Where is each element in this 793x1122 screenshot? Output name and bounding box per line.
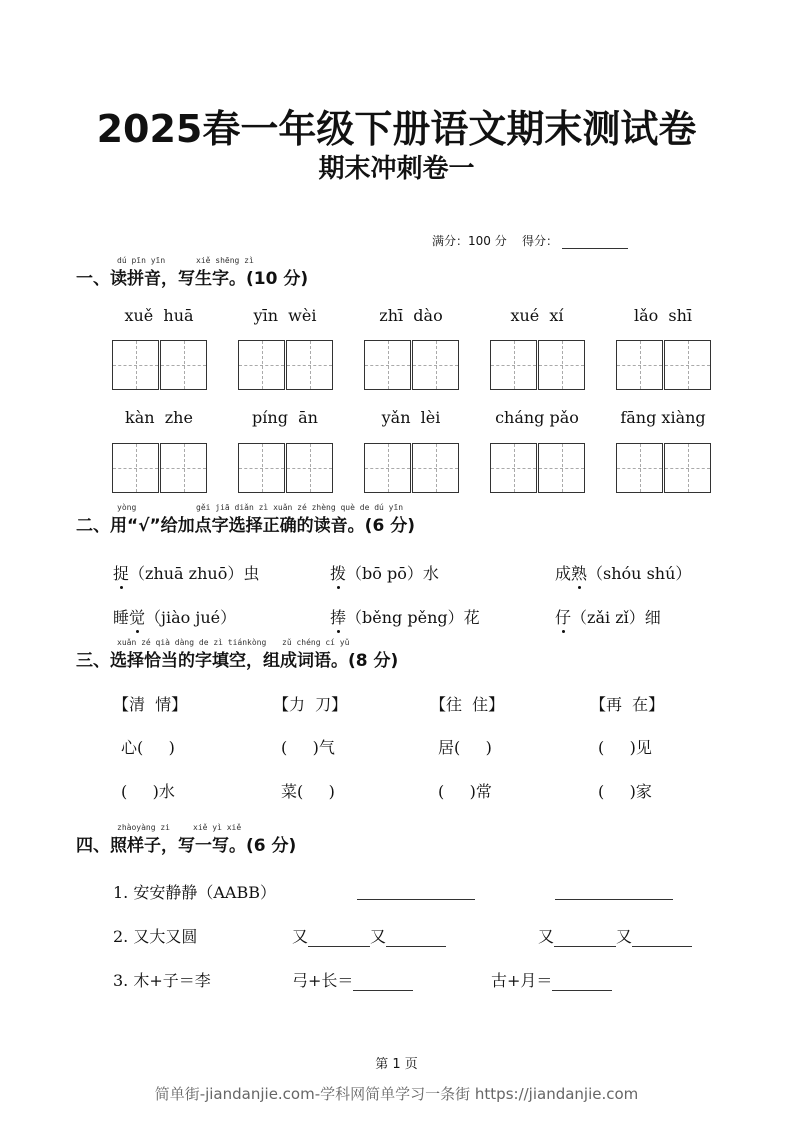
char-combine xyxy=(491,968,612,991)
score-line xyxy=(432,232,628,249)
reading-choice[interactable] xyxy=(330,605,480,628)
combine-label: 弓+长＝ xyxy=(292,971,354,990)
tian-grid-box[interactable] xyxy=(490,340,537,390)
combine-label: 古+月＝ xyxy=(491,971,553,990)
writing-grid[interactable] xyxy=(364,340,460,390)
pinyin-prompt: xuě huā xyxy=(124,306,194,325)
pinyin-prompt: kàn zhe xyxy=(125,408,193,427)
page-title: 2025春一年级下册语文期末测试卷 xyxy=(96,107,697,151)
ruby: zhàoyàng zi xyxy=(117,823,170,832)
tian-grid-box[interactable] xyxy=(490,443,537,493)
tian-grid-box[interactable] xyxy=(286,340,333,390)
tian-grid-box[interactable] xyxy=(238,340,285,390)
reading-choice[interactable] xyxy=(555,561,691,584)
question-1: 1. 安安静静（AABB） xyxy=(113,883,276,902)
tian-grid-box[interactable] xyxy=(538,443,585,493)
pinyin-options: （zǎi zǐ）细 xyxy=(571,608,661,627)
dotted-char: 捧 xyxy=(330,608,347,627)
writing-grid[interactable] xyxy=(490,443,586,493)
full-score: 满分：100 分 xyxy=(432,234,507,248)
section-4-heading: 四、照样子，写一写。(6 分) xyxy=(76,836,297,856)
dotted-char: 仔 xyxy=(555,608,572,627)
pinyin-prompt: yǎn lèi xyxy=(381,408,441,427)
fill-blank[interactable]: 居( ) xyxy=(438,738,492,757)
page-number: 第 1 页 xyxy=(375,1057,418,1072)
pinyin-options: （běng pěng）花 xyxy=(346,608,480,627)
writing-grid[interactable] xyxy=(112,340,208,390)
answer-blank[interactable] xyxy=(353,974,413,991)
answer-blank[interactable] xyxy=(308,930,370,947)
fill-blank[interactable]: ( )水 xyxy=(121,782,175,801)
writing-grid[interactable] xyxy=(364,443,460,493)
ruby: yòng xyxy=(117,503,137,512)
tian-grid-box[interactable] xyxy=(616,340,663,390)
pinyin-prompt: xué xí xyxy=(510,306,564,325)
char-options: 【往 住】 xyxy=(430,695,505,714)
tian-grid-box[interactable] xyxy=(616,443,663,493)
word-prefix: 成 xyxy=(555,564,572,583)
tian-grid-box[interactable] xyxy=(160,340,207,390)
question-3: 3. 木+子＝李 xyxy=(113,971,211,990)
pinyin-options: （bō pō）水 xyxy=(346,564,439,583)
footer-watermark: 简单街-jiandanjie.com-学科网简单学习一条街 https://jiandanjie.com xyxy=(154,1085,639,1103)
dotted-char: 捉 xyxy=(113,564,130,583)
pinyin-prompt: cháng pǎo xyxy=(495,408,579,427)
pinyin-prompt: zhī dào xyxy=(379,306,443,325)
tian-grid-box[interactable] xyxy=(664,443,711,493)
section-1-heading: 一、读拼音，写生字。(10 分) xyxy=(76,269,309,289)
writing-grid[interactable] xyxy=(112,443,208,493)
answer-blank[interactable] xyxy=(554,930,616,947)
pinyin-prompt: lǎo shī xyxy=(633,306,693,325)
tian-grid-box[interactable] xyxy=(412,443,459,493)
tian-grid-box[interactable] xyxy=(112,443,159,493)
you-char: 又 xyxy=(616,927,633,946)
dotted-char: 熟 xyxy=(571,564,588,583)
writing-grid[interactable] xyxy=(616,443,712,493)
pinyin-prompt: yīn wèi xyxy=(253,306,317,325)
char-combine xyxy=(292,968,413,991)
page-subtitle: 期末冲刺卷一 xyxy=(318,154,475,184)
dotted-char: 拨 xyxy=(330,564,347,583)
answer-blank[interactable] xyxy=(632,930,692,947)
fill-blank[interactable]: ( )气 xyxy=(281,738,335,757)
char-options: 【再 在】 xyxy=(590,695,665,714)
fill-blank[interactable]: 菜( ) xyxy=(281,782,335,801)
pinyin-options: （zhuā zhuō）虫 xyxy=(129,564,260,583)
dotted-char: 觉 xyxy=(129,608,146,627)
ruby: xiě shēng zì xyxy=(196,256,254,265)
tian-grid-box[interactable] xyxy=(538,340,585,390)
answer-blank[interactable] xyxy=(555,883,673,900)
tian-grid-box[interactable] xyxy=(364,443,411,493)
ruby: xiě yì xiě xyxy=(193,823,242,832)
tian-grid-box[interactable] xyxy=(412,340,459,390)
writing-grid[interactable] xyxy=(238,443,334,493)
char-options: 【力 刀】 xyxy=(273,695,348,714)
section-3-heading: 三、选择恰当的字填空，组成词语。(8 分) xyxy=(76,651,399,671)
score-label: 得分： xyxy=(522,234,559,248)
answer-blank[interactable] xyxy=(552,974,612,991)
ruby: zǔ chéng cí yǔ xyxy=(282,638,350,647)
score-blank[interactable] xyxy=(562,236,628,249)
tian-grid-box[interactable] xyxy=(238,443,285,493)
writing-grid[interactable] xyxy=(238,340,334,390)
question-2: 2. 又大又圆 xyxy=(113,927,198,946)
reading-choice[interactable] xyxy=(113,561,259,584)
fill-blank[interactable]: 心( ) xyxy=(121,738,175,757)
you-char: 又 xyxy=(292,927,309,946)
you-char: 又 xyxy=(370,927,387,946)
char-options: 【清 情】 xyxy=(113,695,188,714)
ruby: gěi jiā diǎn zì xuǎn zé zhèng què de dú yīn xyxy=(196,503,404,512)
pinyin-options: （shóu shú） xyxy=(587,564,692,583)
writing-grid[interactable] xyxy=(616,340,712,390)
fill-blank[interactable]: ( )常 xyxy=(438,782,492,801)
tian-grid-box[interactable] xyxy=(286,443,333,493)
tian-grid-box[interactable] xyxy=(112,340,159,390)
writing-grid[interactable] xyxy=(490,340,586,390)
pinyin-prompt: fāng xiàng xyxy=(620,408,706,427)
tian-grid-box[interactable] xyxy=(664,340,711,390)
fill-blank[interactable]: ( )家 xyxy=(598,782,652,801)
pattern-answer xyxy=(538,924,692,947)
pinyin-prompt: píng ān xyxy=(252,408,318,427)
ruby: dú pīn yīn xyxy=(117,256,166,265)
answer-blank[interactable] xyxy=(386,930,446,947)
reading-choice[interactable] xyxy=(555,605,661,628)
reading-choice[interactable] xyxy=(113,605,236,628)
answer-blank[interactable] xyxy=(357,883,475,900)
tian-grid-box[interactable] xyxy=(160,443,207,493)
reading-choice[interactable] xyxy=(330,561,439,584)
pinyin-options: （jiào jué） xyxy=(145,608,237,627)
tian-grid-box[interactable] xyxy=(364,340,411,390)
ruby: xuǎn zé qià dàng de zì tiánkòng xyxy=(117,638,267,647)
pattern-answer xyxy=(292,924,446,947)
section-2-heading: 二、用“√”给加点字选择正确的读音。(6 分) xyxy=(76,516,415,536)
you-char: 又 xyxy=(538,927,555,946)
fill-blank[interactable]: ( )见 xyxy=(598,738,652,757)
word-prefix: 睡 xyxy=(113,608,130,627)
